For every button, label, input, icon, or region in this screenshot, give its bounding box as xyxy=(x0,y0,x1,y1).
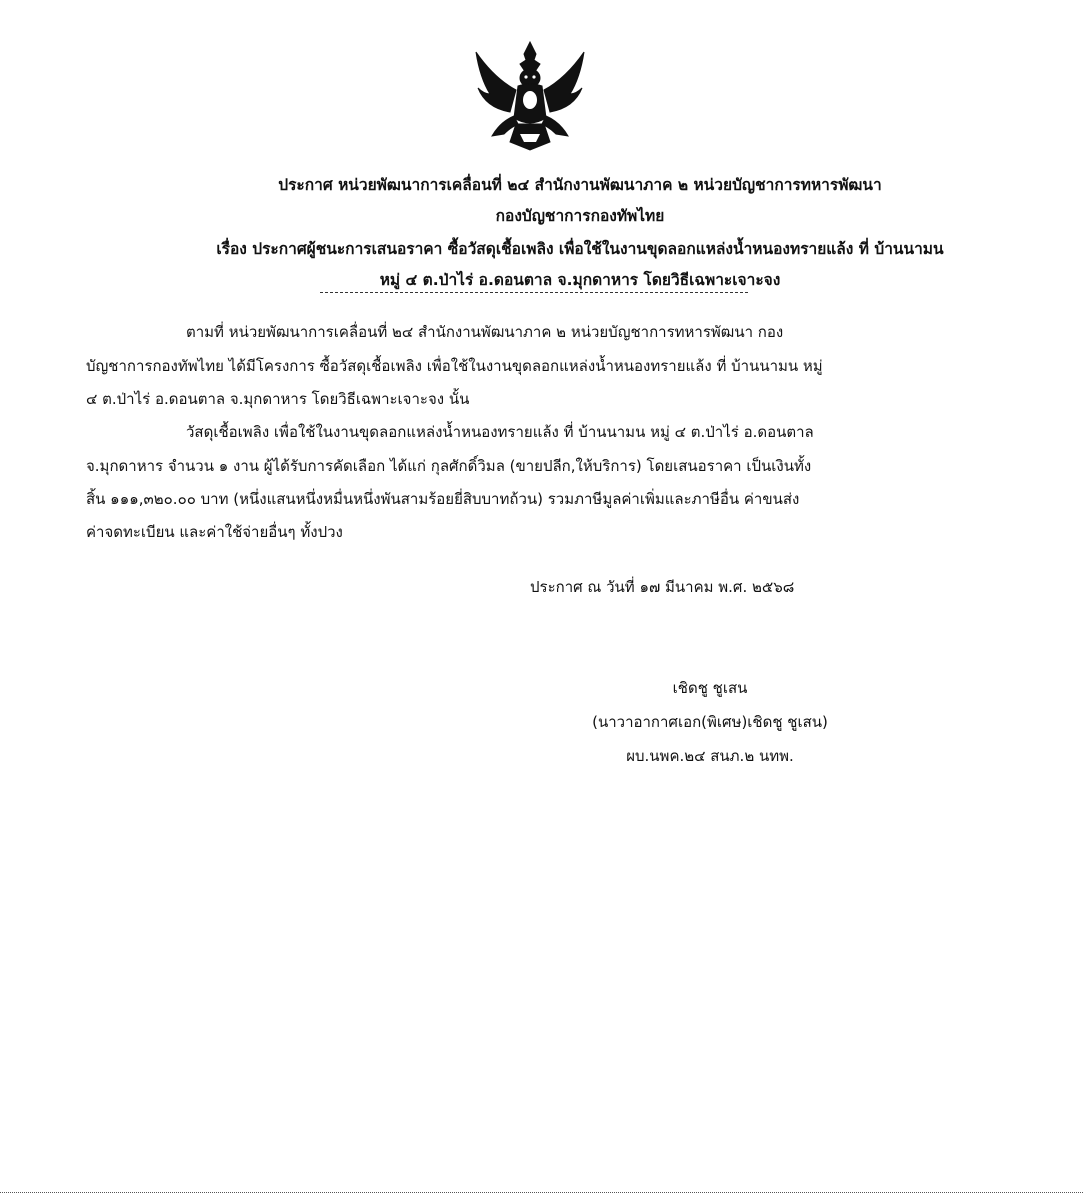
signer-position: ผบ.นพค.๒๔ สนภ.๒ นทพ. xyxy=(626,747,794,765)
paragraph-2-line-2: จ.มุกดาหาร จำนวน ๑ งาน ผู้ได้รับการคัดเลือก ได้แก่ กุลศักดิ์วิมล (ขายปลีก,ให้บริการ) โดยเสนอราคา เป็นเงินทั้ง xyxy=(86,457,812,475)
garuda-emblem xyxy=(470,38,590,156)
paragraph-1-line-1: ตามที่ หน่วยพัฒนาการเคลื่อนที่ ๒๔ สำนักงานพัฒนาภาค ๒ หน่วยบัญชาการทหารพัฒนา กอง xyxy=(186,323,784,341)
subject-line-2: หมู่ ๔ ต.ป่าไร่ อ.ดอนตาล จ.มุกดาหาร โดยวิธีเฉพาะเจาะจง xyxy=(379,271,781,289)
paragraph-1-line-2: บัญชาการกองทัพไทย ได้มีโครงการ ซื้อวัสดุเชื้อเพลิง เพื่อใช้ในงานขุดลอกแหล่งน้ำหนองทรายแล้ง ที่ บ้านนามน หมู่ xyxy=(86,357,823,375)
signer-full-name: (นาวาอากาศเอก(พิเศษ)เชิดชู ชูเสน) xyxy=(592,713,828,731)
subject-line-1: เรื่อง ประกาศผู้ชนะการเสนอราคา ซื้อวัสดุเชื้อเพลิง เพื่อใช้ในงานขุดลอกแหล่งน้ำหนองทรายแล้ง ที่ บ้านนามน xyxy=(216,240,944,258)
title-line-1: ประกาศ หน่วยพัฒนาการเคลื่อนที่ ๒๔ สำนักงานพัฒนาภาค ๒ หน่วยบัญชาการทหารพัฒนา xyxy=(278,176,882,194)
scan-bottom-edge xyxy=(0,1192,1083,1193)
paragraph-2-line-4: ค่าจดทะเบียน และค่าใช้จ่ายอื่นๆ ทั้งปวง xyxy=(86,523,343,541)
signature: เชิดชู ชูเสน xyxy=(672,679,748,697)
title-line-2: กองบัญชาการกองทัพไทย xyxy=(495,207,665,225)
paragraph-2-line-3: สิ้น ๑๑๑,๓๒๐.๐๐ บาท (หนึ่งแสนหนึ่งหมื่นหนึ่งพันสามร้อยยี่สิบบาทถ้วน) รวมภาษีมูลค่าเพิ่มและภาษีอื่น ค่าขนส่ง xyxy=(86,490,800,508)
paragraph-2-line-1: วัสดุเชื้อเพลิง เพื่อใช้ในงานขุดลอกแหล่งน้ำหนองทรายแล้ง ที่ บ้านนามน หมู่ ๔ ต.ป่าไร่ อ.ดอนตาล xyxy=(186,423,814,441)
title-divider xyxy=(320,292,748,293)
announcement-date: ประกาศ ณ วันที่ ๑๗ มีนาคม พ.ศ. ๒๕๖๘ xyxy=(530,578,795,596)
paragraph-1-line-3: ๔ ต.ป่าไร่ อ.ดอนตาล จ.มุกดาหาร โดยวิธีเฉพาะเจาะจง นั้น xyxy=(86,390,470,408)
